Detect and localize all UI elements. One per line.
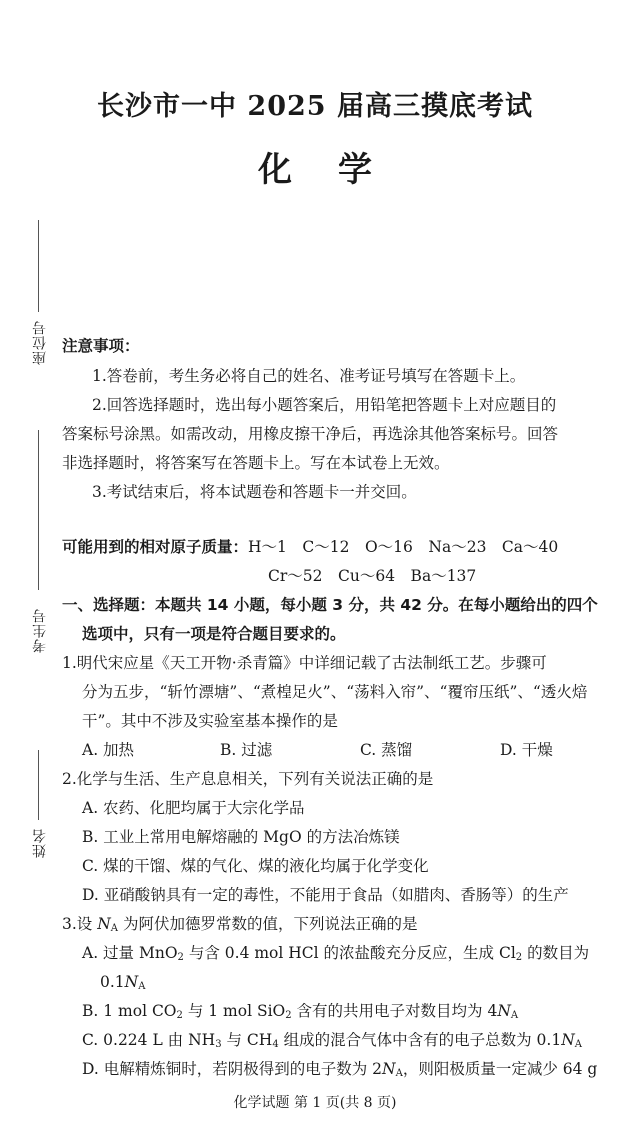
atomic-mass-values-1: H～1 C～12 O～16 Na～23 Ca～40 [248, 538, 559, 556]
q3-option-a-line-1 [82, 939, 589, 967]
q3-b-sub-2: 2 [285, 1010, 292, 1021]
q3-d-text-1: D. 电解精炼铜时，若阴极得到的电子数为 2 [82, 1060, 383, 1078]
q3-na-symbol: N [97, 915, 111, 933]
section-heading-line-2: 选项中，只有一项是符合题目要求的。 [82, 625, 346, 643]
q3-option-d [82, 1055, 597, 1083]
seat-label: 座位号 [32, 320, 48, 365]
name-line [38, 750, 39, 820]
q3-b-text-2: 与 1 mol SiO [182, 1002, 286, 1020]
q3-b-sub-1: 2 [176, 1010, 183, 1021]
q3-b-na: N [497, 1002, 511, 1020]
q3-c-text-2: 与 CH [221, 1031, 273, 1049]
q3-a-text-2: 与含 0.4 mol HCl 的浓盐酸充分反应，生成 Cl [183, 944, 516, 962]
q3-option-c [82, 1026, 582, 1054]
q2-stem: 2.化学与生活、生产息息相关，下列有关说法正确的是 [62, 770, 434, 788]
q3-d-na-sub: A [395, 1068, 403, 1079]
q1-option-b: B. 过滤 [220, 741, 273, 759]
notice-heading: 注意事项： [62, 337, 140, 355]
atomic-mass-row-1 [62, 533, 558, 561]
q3-option-a-line-2 [100, 968, 145, 996]
q1-option-c: C. 蒸馏 [360, 741, 413, 759]
atomic-mass-values-2: Cr～52 Cu～64 Ba～137 [268, 567, 477, 585]
q2-option-c: C. 煤的干馏、煤的气化、煤的液化均属于化学变化 [82, 857, 429, 875]
q3-na-sub: A [110, 923, 119, 934]
notice-item-1: 1.答卷前，考生务必将自己的姓名、准考证号填写在答题卡上。 [92, 367, 526, 385]
q3-a-text-1: A. 过量 MnO [82, 944, 178, 962]
q3-b-text-1: B. 1 mol CO [82, 1002, 177, 1020]
q3-c-text-1: C. 0.224 L 由 NH [82, 1031, 216, 1049]
q1-stem-line-3: 干”。其中不涉及实验室基本操作的是 [82, 712, 338, 730]
q3-stem-text-b: 为阿伏加德罗常数的值，下列说法正确的是 [118, 915, 418, 933]
q2-option-d: D. 亚硝酸钠具有一定的毒性，不能用于食品（如腊肉、香肠等）的生产 [82, 886, 569, 904]
q3-a-na: N [124, 973, 139, 991]
section-heading-line-1: 一、选择题：本题共 14 小题，每小题 3 分，共 42 分。在每小题给出的四个 [62, 596, 598, 614]
name-label: 姓名 [32, 828, 48, 858]
q2-option-a: A. 农药、化肥均属于大宗化学品 [82, 799, 305, 817]
examno-line [38, 430, 39, 590]
seat-line [38, 220, 39, 312]
notice-item-2-line-1: 2.回答选择题时，选出每小题答案后，用铅笔把答题卡上对应题目的 [92, 396, 557, 414]
notice-item-3: 3.考试结束后，将本试题卷和答题卡一并交回。 [92, 483, 417, 501]
page-footer: 化学试题 第 1 页(共 8 页) [233, 1095, 397, 1111]
atomic-mass-label: 可能用到的相对原子质量： [62, 538, 249, 556]
q3-a-sub-2: 2 [515, 952, 523, 963]
exam-title: 长沙市一中 2025 届高三摸底考试 [97, 91, 533, 122]
q1-option-a: A. 加热 [82, 741, 135, 759]
q3-a-sub-1: 2 [177, 952, 184, 963]
q3-d-text-2: ，则阳极质量一定减少 64 g [402, 1060, 598, 1078]
q3-b-na-sub: A [510, 1010, 519, 1021]
q3-a-text-4: 0.1 [100, 973, 125, 991]
q3-b-text-3: 含有的共用电子对数目均为 4 [291, 1002, 498, 1020]
q3-stem [62, 910, 417, 938]
notice-item-2-line-2: 答案标号涂黑。如需改动，用橡皮擦干净后，再选涂其他答案标号。回答 [62, 425, 559, 443]
q1-stem-line-1: 1.明代宋应星《天工开物·杀青篇》中详细记载了古法制纸工艺。步骤可 [62, 654, 547, 672]
examno-label: 考生号 [32, 608, 48, 653]
q3-c-sub-2: 4 [272, 1039, 279, 1050]
q1-stem-line-2: 分为五步，“斩竹漂塘”、“煮楻足火”、“荡料入帘”、“覆帘压纸”、“透火焙 [82, 683, 588, 701]
subject-title: 化学 [258, 150, 418, 190]
q3-d-na: N [382, 1060, 396, 1078]
binding-sidebar [14, 210, 54, 870]
q3-c-na-sub: A [574, 1039, 582, 1050]
q1-option-d: D. 干燥 [500, 741, 553, 759]
q3-c-na: N [561, 1031, 575, 1049]
q3-a-text-3: 的数目为 [522, 944, 590, 962]
q3-stem-text-a: 3.设 [62, 915, 98, 933]
q3-c-sub-1: 3 [215, 1039, 222, 1050]
q3-option-b [82, 997, 518, 1025]
q3-a-na-sub: A [138, 981, 146, 992]
notice-item-2-line-3: 非选择题时，将答案写在答题卡上。写在本试卷上无效。 [62, 454, 450, 472]
q3-c-text-3: 组成的混合气体中含有的电子总数为 0.1 [278, 1031, 562, 1049]
q2-option-b: B. 工业上常用电解熔融的 MgO 的方法冶炼镁 [82, 828, 400, 846]
